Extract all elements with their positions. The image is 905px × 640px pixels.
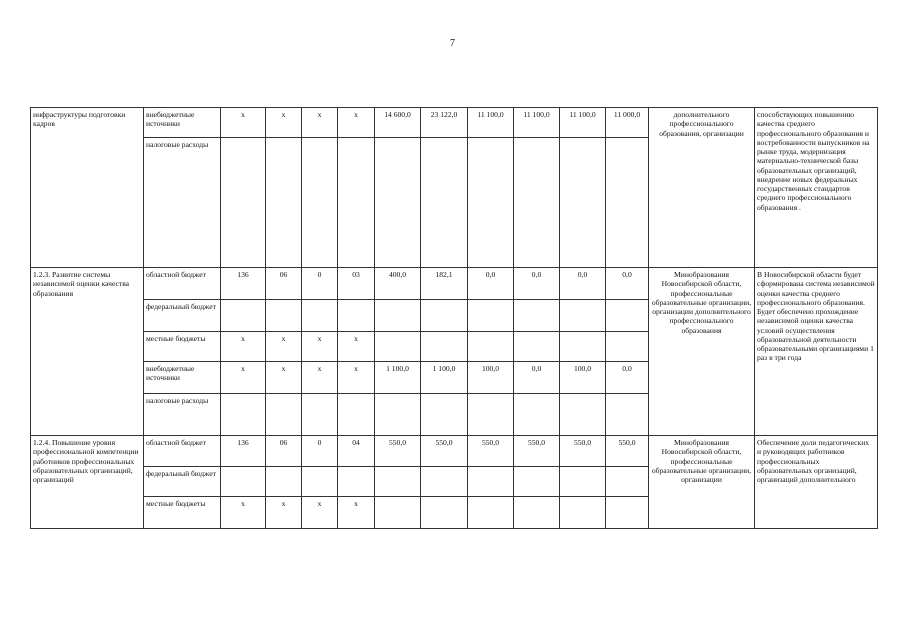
value-cell: 23 122,0	[421, 108, 468, 138]
value-cell: x	[338, 362, 375, 394]
value-cell	[338, 138, 375, 268]
expected-result-cell: Обеспечение доли педагогических и руководящих работников профессиональных образовательных организаций, организаций дополнительного	[755, 436, 878, 529]
value-cell	[468, 394, 514, 436]
value-cell	[606, 497, 649, 529]
value-cell	[221, 394, 266, 436]
budget-table	[30, 107, 878, 529]
value-cell: 11 000,0	[606, 108, 649, 138]
value-cell	[302, 467, 338, 497]
funding-source-cell: местные бюджеты	[144, 497, 221, 529]
value-cell	[560, 467, 606, 497]
expected-result-cell: В Новосибирской области будет сформирована система независимой оценки качества среднего профессионального образования. Будет обеспечено прохождение независимой оценки качества условий осуществления образовательной деятельности образовательными организациями 1 раз в три года	[755, 268, 878, 436]
value-cell: x	[338, 497, 375, 529]
value-cell: 0,0	[468, 268, 514, 300]
value-cell: x	[266, 362, 302, 394]
funding-source-cell: внебюджетные источники	[144, 108, 221, 138]
value-cell: 182,1	[421, 268, 468, 300]
value-cell	[514, 332, 560, 362]
funding-source-cell: федеральный бюджет	[144, 300, 221, 332]
value-cell: 06	[266, 268, 302, 300]
value-cell	[266, 467, 302, 497]
value-cell: 0,0	[560, 268, 606, 300]
value-cell: x	[221, 497, 266, 529]
value-cell: 550,0	[375, 436, 421, 467]
value-cell: 0	[302, 268, 338, 300]
value-cell	[514, 467, 560, 497]
value-cell: 0,0	[606, 268, 649, 300]
value-cell: 03	[338, 268, 375, 300]
executor-cell: Минобразования Новосибирской области, профессиональные образовательные организации, организации	[649, 436, 755, 529]
funding-source-cell: налоговые расходы	[144, 138, 221, 268]
value-cell	[421, 138, 468, 268]
value-cell	[468, 300, 514, 332]
value-cell	[606, 138, 649, 268]
funding-source-cell: областной бюджет	[144, 436, 221, 467]
value-cell	[338, 300, 375, 332]
value-cell: x	[266, 108, 302, 138]
value-cell: x	[266, 332, 302, 362]
page-number: 7	[450, 38, 455, 49]
expected-result-cell: способствующих повышению качества среднего профессионального образования и востребованности выпускников на рынке труда, модернизация материально-технической базы образовательных организаций, внедрение новых федеральных государственных стандартов среднего профессионального образования .	[755, 108, 878, 268]
value-cell	[266, 300, 302, 332]
value-cell: 550,0	[514, 436, 560, 467]
item-name-cell: инфраструктуры подготовки кадров	[31, 108, 144, 268]
funding-source-cell: федеральный бюджет	[144, 467, 221, 497]
value-cell	[514, 300, 560, 332]
value-cell: 1 100,0	[375, 362, 421, 394]
value-cell	[606, 300, 649, 332]
value-cell	[606, 332, 649, 362]
executor-cell: Минобразования Новосибирской области, профессиональные образовательные организации, организации дополнительного профессионального образования	[649, 268, 755, 436]
value-cell	[560, 332, 606, 362]
value-cell	[221, 138, 266, 268]
value-cell	[421, 394, 468, 436]
funding-source-cell: внебюджетные источники	[144, 362, 221, 394]
value-cell	[375, 332, 421, 362]
value-cell: 06	[266, 436, 302, 467]
value-cell: 136	[221, 268, 266, 300]
value-cell	[606, 467, 649, 497]
value-cell: x	[338, 332, 375, 362]
value-cell: 100,0	[560, 362, 606, 394]
table-row	[31, 108, 878, 138]
value-cell	[514, 497, 560, 529]
value-cell: x	[302, 362, 338, 394]
value-cell	[302, 300, 338, 332]
value-cell: 100,0	[468, 362, 514, 394]
value-cell: x	[302, 332, 338, 362]
value-cell	[421, 332, 468, 362]
value-cell	[421, 467, 468, 497]
value-cell: 0	[302, 436, 338, 467]
value-cell	[221, 467, 266, 497]
value-cell: x	[302, 108, 338, 138]
value-cell: 550,0	[560, 436, 606, 467]
table-row	[31, 268, 878, 300]
value-cell	[560, 497, 606, 529]
value-cell	[375, 300, 421, 332]
value-cell	[421, 497, 468, 529]
value-cell	[606, 394, 649, 436]
value-cell: 400,0	[375, 268, 421, 300]
value-cell: x	[221, 108, 266, 138]
funding-source-cell: налоговые расходы	[144, 394, 221, 436]
value-cell	[560, 300, 606, 332]
value-cell	[468, 332, 514, 362]
value-cell	[468, 467, 514, 497]
funding-source-cell: местные бюджеты	[144, 332, 221, 362]
value-cell	[338, 394, 375, 436]
table-row	[31, 436, 878, 467]
value-cell	[560, 138, 606, 268]
value-cell	[421, 300, 468, 332]
value-cell: 0,0	[514, 268, 560, 300]
funding-source-cell: областной бюджет	[144, 268, 221, 300]
value-cell	[375, 394, 421, 436]
value-cell: 550,0	[421, 436, 468, 467]
value-cell: 04	[338, 436, 375, 467]
value-cell	[468, 138, 514, 268]
value-cell: 11 100,0	[514, 108, 560, 138]
value-cell	[302, 394, 338, 436]
value-cell: 11 100,0	[560, 108, 606, 138]
value-cell	[375, 497, 421, 529]
value-cell: x	[302, 497, 338, 529]
value-cell: x	[221, 362, 266, 394]
value-cell	[514, 138, 560, 268]
value-cell	[221, 300, 266, 332]
value-cell: 1 100,0	[421, 362, 468, 394]
value-cell: x	[221, 332, 266, 362]
value-cell: x	[338, 108, 375, 138]
executor-cell: дополнительного профессионального образования, организации	[649, 108, 755, 268]
value-cell: x	[266, 497, 302, 529]
item-name-cell: 1.2.3. Развитие системы независимой оценки качества образования	[31, 268, 144, 436]
value-cell	[266, 394, 302, 436]
value-cell	[338, 467, 375, 497]
value-cell: 0,0	[606, 362, 649, 394]
value-cell: 550,0	[468, 436, 514, 467]
value-cell	[302, 138, 338, 268]
item-name-cell: 1.2.4. Повышение уровня профессиональной компетенции работников профессиональных образовательных организаций, организаций	[31, 436, 144, 529]
value-cell	[375, 467, 421, 497]
value-cell: 136	[221, 436, 266, 467]
value-cell: 11 100,0	[468, 108, 514, 138]
value-cell	[560, 394, 606, 436]
value-cell	[266, 138, 302, 268]
value-cell	[375, 138, 421, 268]
value-cell: 14 600,0	[375, 108, 421, 138]
value-cell	[514, 394, 560, 436]
value-cell: 0,0	[514, 362, 560, 394]
value-cell	[468, 497, 514, 529]
value-cell: 550,0	[606, 436, 649, 467]
